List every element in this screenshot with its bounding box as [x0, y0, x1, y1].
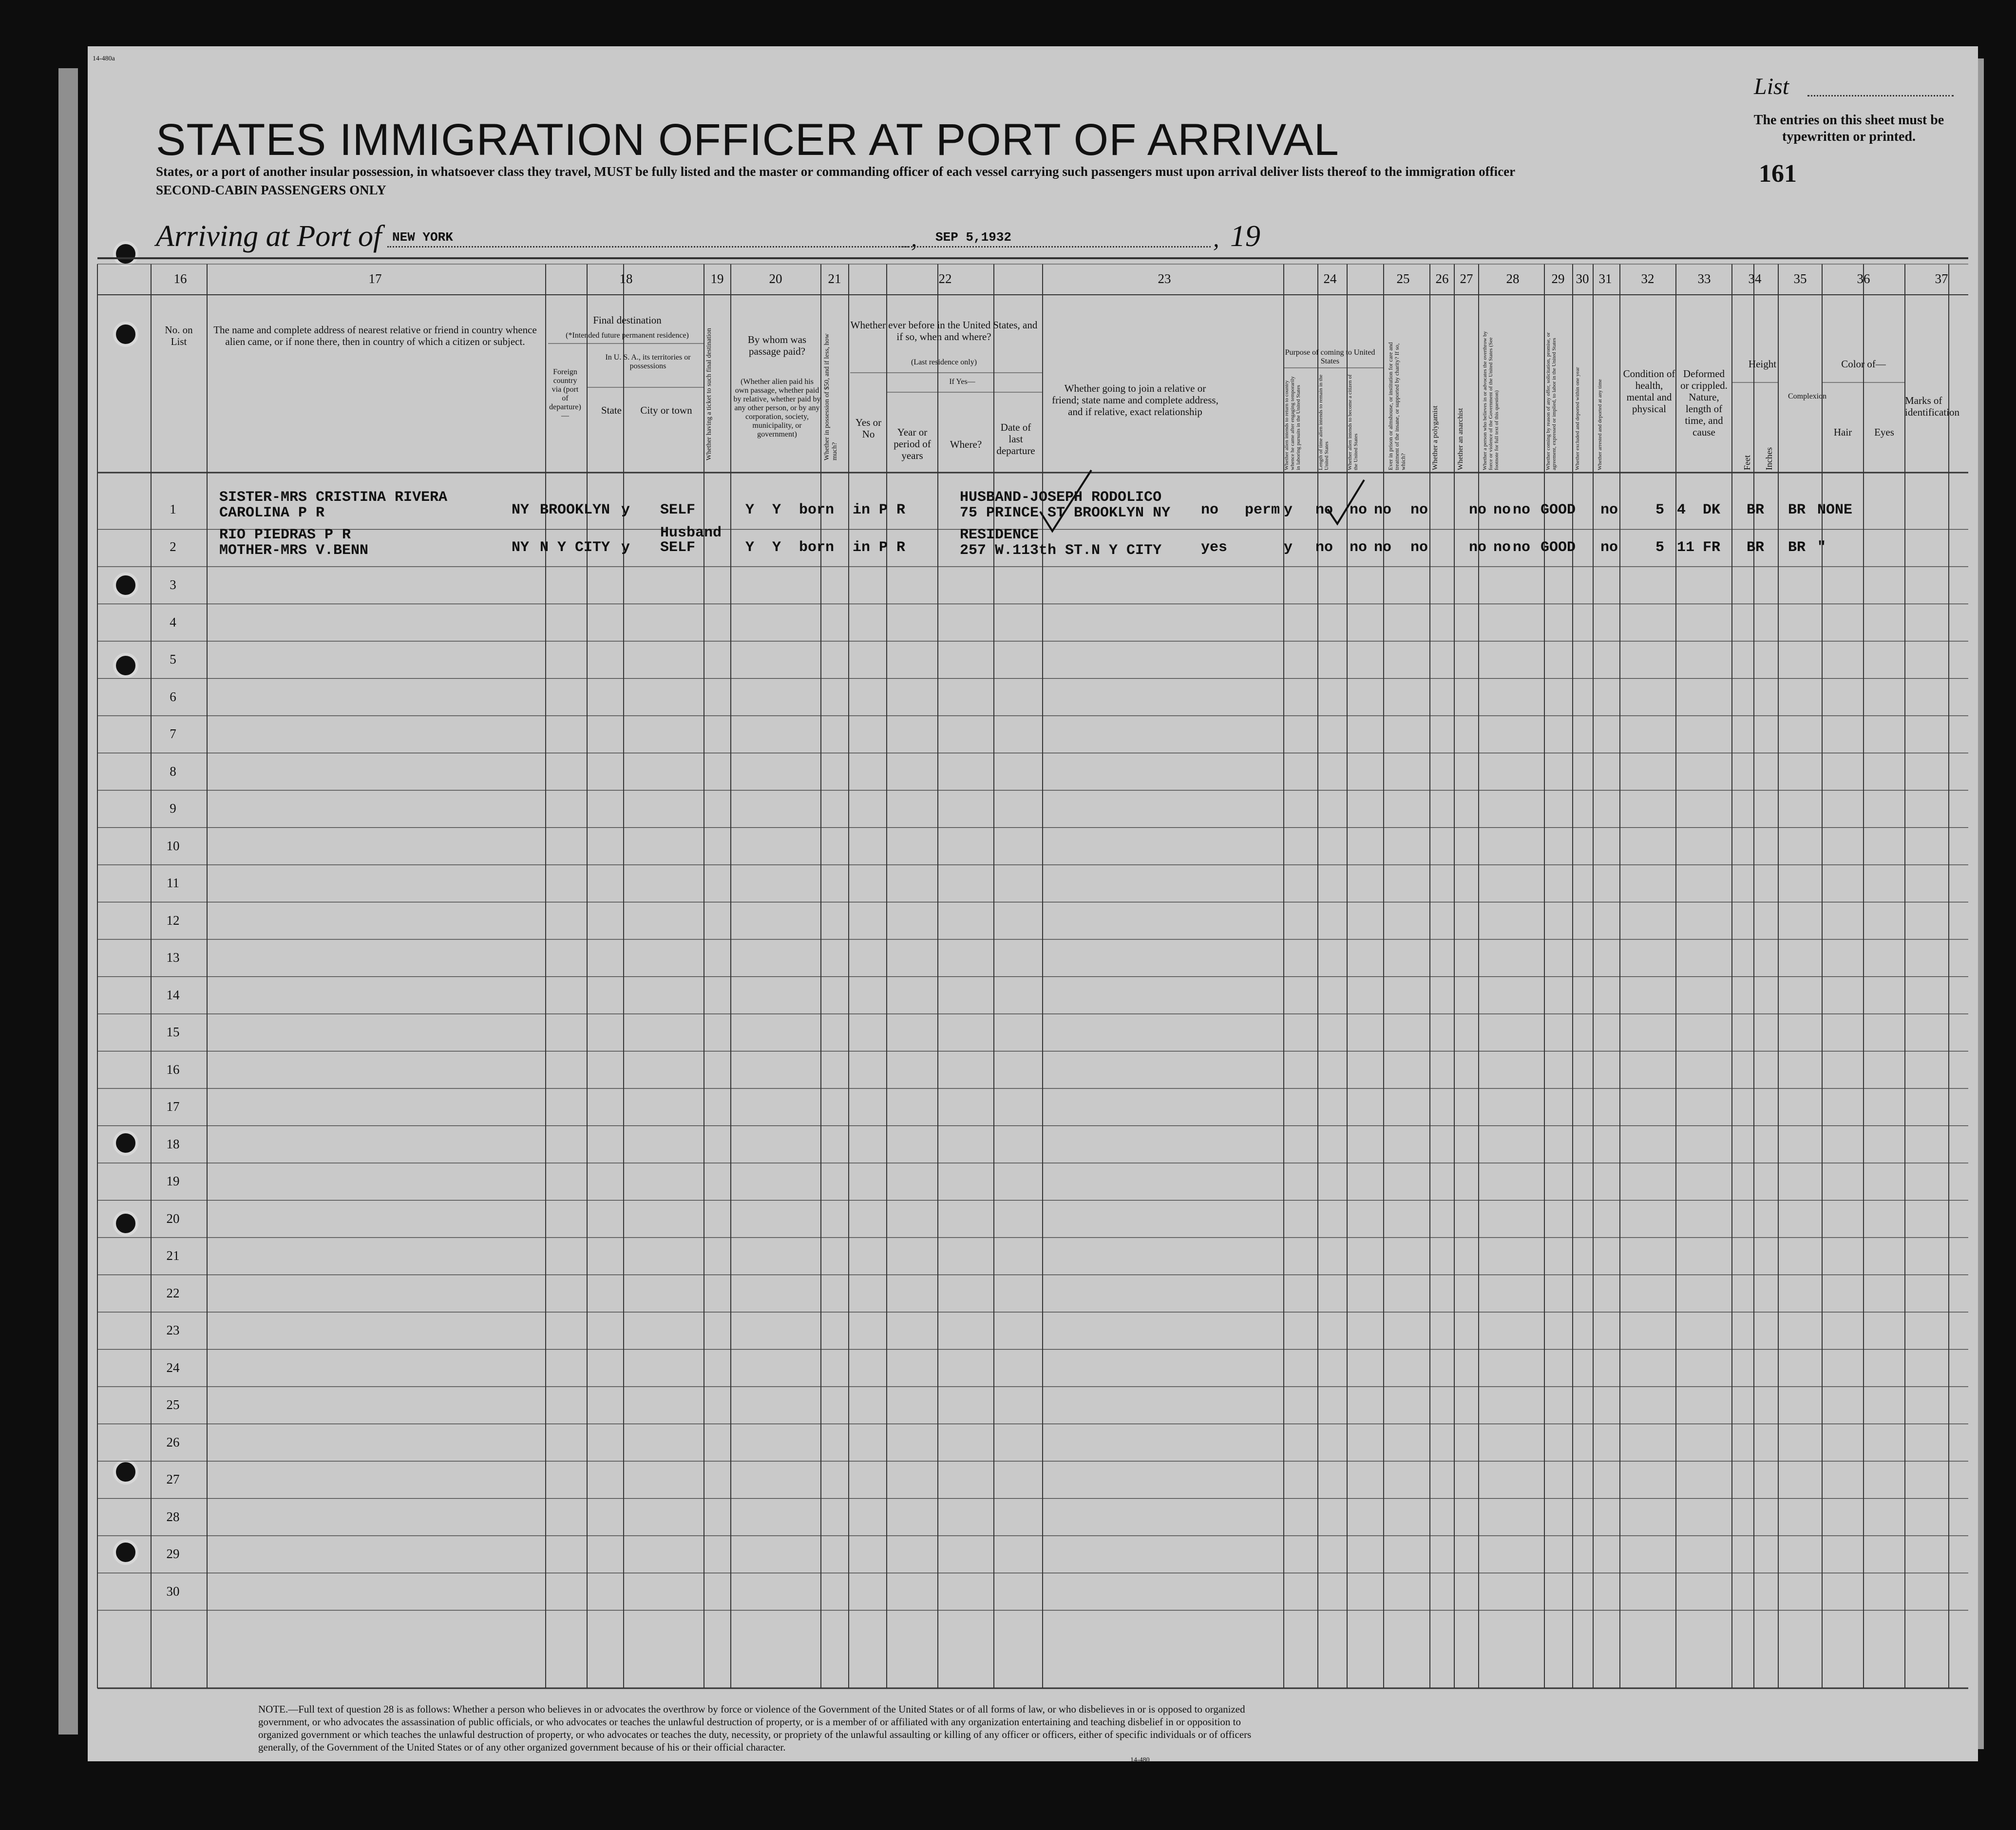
header-col25: Ever in prison or almshouse, or institution for care and treatment of the insane, or supported by charity? If so, which?: [1387, 342, 1407, 470]
header-date-last: Date of last departure: [996, 421, 1035, 457]
row-1-state: NY: [512, 502, 530, 518]
port-value: NEW YORK: [392, 230, 453, 245]
header-in-usa: In U. S. A., its territories or possessions: [605, 353, 691, 370]
column-number: 30: [1576, 271, 1589, 286]
row-1-eyes: BR: [1788, 502, 1806, 518]
year-prefix: 19: [1230, 220, 1260, 253]
column-number: 21: [828, 271, 841, 286]
row-number: 26: [166, 1434, 180, 1449]
header-no-on-list: No. on List: [165, 324, 193, 347]
row-1-c26: no: [1350, 502, 1368, 518]
form-grid: [88, 46, 1978, 1761]
row-2-c26: no: [1350, 539, 1368, 556]
typewritten-instruction: The entries on this sheet must be typewritten or printed.: [1753, 113, 1944, 144]
row-2-hair: BR: [1747, 539, 1765, 556]
row-1-city: BROOKLYN: [540, 502, 610, 518]
row-number: 17: [166, 1099, 180, 1114]
row-number: 9: [170, 801, 176, 816]
row-number: 28: [166, 1509, 180, 1524]
header-purpose-return: Whether alien intends to return to country whence he came after engaging temporarily in laboring pursuits in the United States: [1284, 376, 1301, 470]
header-col30: Whether excluded and deported within one year: [1575, 367, 1580, 470]
header-height: Height: [1748, 358, 1777, 370]
header-if-yes: If Yes—: [949, 378, 975, 386]
row-2-ticket: y: [621, 539, 630, 556]
column-number: 31: [1598, 271, 1612, 286]
header-final-destination-note: (*Intended future permanent residence): [566, 331, 689, 340]
column-number: 20: [769, 271, 782, 286]
cabin-class-label: SECOND-CABIN PASSENGERS ONLY: [156, 183, 386, 197]
header-state: State: [601, 404, 622, 416]
row-number: 30: [166, 1583, 180, 1599]
form-title: STATES IMMIGRATION OFFICER AT PORT OF ARRIVAL: [156, 115, 1339, 165]
row-number: 22: [166, 1285, 180, 1300]
row-number: 5: [170, 652, 176, 667]
row-number: 24: [166, 1360, 180, 1375]
column-number: 19: [710, 271, 724, 286]
page-stack-edge-left: [58, 68, 78, 1735]
row-number: 15: [166, 1025, 180, 1039]
header-purpose: Purpose of coming to United States: [1285, 348, 1375, 365]
header-relative-address: The name and complete address of nearest relative or friend in country whence alien came, or if none there, then in country of which a citizen or subject.: [213, 324, 537, 347]
header-purpose-length: Length of time alien intends to remain in the United States: [1318, 374, 1330, 470]
list-label: List: [1754, 74, 1789, 99]
year-comma: ,: [1213, 225, 1219, 252]
header-ticket: Whether having a ticket to such final destination: [705, 328, 713, 460]
row-1-c29: no: [1469, 502, 1487, 518]
row-2-purpose-return: yes: [1201, 539, 1228, 556]
row-1-purpose-citizen: y: [1284, 502, 1293, 518]
header-by-whom-note: (Whether alien paid his own passage, whether paid by relative, whether paid by any other person, or by any corporation, society, municipality, or government): [733, 378, 821, 438]
row-1-complexion: DK: [1703, 502, 1721, 518]
arriving-label: Arriving at Port of: [156, 220, 382, 253]
header-joining: Whether going to join a relative or friend; state name and complete address, and if relative, exact relationship: [1052, 382, 1218, 418]
header-col31: Whether arrested and deported at any time: [1597, 379, 1603, 470]
row-1-paid-by: SELF: [660, 502, 696, 518]
date-comma: ,: [911, 225, 917, 252]
footer-form-code: 14-480: [1130, 1756, 1150, 1761]
row-2-deformed: no: [1600, 539, 1618, 556]
header-feet: Feet: [1742, 455, 1752, 470]
form-code: 14-480a: [93, 55, 115, 62]
row-number: 29: [166, 1546, 180, 1561]
row-1-c28: no: [1410, 502, 1428, 518]
header-possession-50: Whether in possession of $50, and if less, how much?: [823, 333, 838, 460]
row-2-paid-by: SELF: [660, 539, 696, 556]
row-2-period: born: [799, 539, 835, 556]
date-value: SEP 5,1932: [935, 230, 1012, 245]
row-1-hair: BR: [1747, 502, 1765, 518]
row-1-feet: 5: [1655, 502, 1665, 518]
row-number: 4: [170, 614, 176, 629]
row-number: 7: [170, 726, 176, 741]
row-number: 13: [166, 950, 180, 965]
header-city: City or town: [640, 404, 692, 416]
row-2-ever-before: Y: [772, 539, 781, 556]
footnote-question-28: NOTE.—Full text of question 28 is as follows: Whether a person who believes in or advocates the overthrow by force or violence of the Government of the United States or of all forms of law, or who disbelieves in or is opposed to organized government, or who advocates the assassination of public officials, or who advocates or teaches the unlawful destruction of property, or is a member of or affiliated with any organization entertaining and teaching disbelief in or opposition to organized government or which teaches the unlawful destruction of property, or who advocates or teaches the duty, necessity, or propriety of the unlawful assaulting or killing of any officer or officers, either of specific individuals or of officers generally, of the Government of the United States or of any other organized government because of his or their official character.: [258, 1703, 1252, 1753]
row-1-c25: no: [1315, 502, 1333, 518]
row-1-purpose-return: no: [1201, 502, 1219, 518]
row-2-state: NY: [512, 539, 530, 556]
row-number: 16: [166, 1062, 180, 1077]
sheet-number: 161: [1759, 160, 1797, 188]
row-2-city: N Y CITY: [540, 539, 610, 556]
row-2-c29: no: [1469, 539, 1487, 556]
row-number: 25: [166, 1397, 180, 1412]
header-where: Where?: [950, 438, 982, 450]
column-number: 34: [1748, 271, 1762, 286]
column-number: 35: [1793, 271, 1807, 286]
row-1-marks: NONE: [1817, 502, 1853, 518]
row-2-health: GOOD: [1541, 539, 1576, 556]
header-color-of: Color of—: [1841, 358, 1886, 370]
header-final-destination: Final destination: [593, 314, 662, 326]
column-number: 25: [1396, 271, 1410, 286]
header-year-period: Year or period of years: [894, 426, 931, 461]
header-marks: Marks of identification: [1905, 395, 1959, 418]
row-2-join-2: 257 W.113th ST.N Y CITY: [960, 542, 1162, 559]
header-col29: Whether coming by reason of any offer, solicitation, promise, or agreement, expressed or implied, to labor in the United States: [1545, 332, 1557, 470]
row-1-deformed: no: [1600, 502, 1618, 518]
row-number: 27: [166, 1472, 180, 1487]
row-2-inches: 11: [1677, 539, 1695, 556]
column-number: 37: [1935, 271, 1948, 286]
row-1-inches: 4: [1677, 502, 1686, 518]
row-1-relative-1: SISTER-MRS CRISTINA RIVERA: [219, 489, 448, 506]
row-number: 19: [166, 1174, 180, 1188]
row-2-relative-1: RIO PIEDRAS P R: [219, 526, 351, 543]
header-col26: Whether a polygamist: [1431, 405, 1439, 470]
row-2-where: in P R: [853, 539, 906, 556]
row-1-health: GOOD: [1541, 502, 1576, 518]
row-number: 12: [166, 913, 180, 928]
header-deformed: Deformed or crippled. Nature, length of time, and cause: [1680, 368, 1728, 438]
column-number: 23: [1158, 271, 1171, 286]
check-mark: [1325, 475, 1369, 534]
row-number: 21: [166, 1248, 180, 1263]
column-number: 36: [1857, 271, 1870, 286]
row-2-complexion: FR: [1703, 539, 1721, 556]
row-1-period: born: [799, 502, 835, 518]
header-ever-before: Whether ever before in the United States, and if so, when and where?: [850, 319, 1038, 343]
header-foreign-country: Foreign country via (port of departure)—: [549, 368, 581, 420]
row-2-no: 2: [170, 539, 176, 554]
column-number: 33: [1697, 271, 1711, 286]
row-2-eyes: BR: [1788, 539, 1806, 556]
row-number: 8: [170, 763, 176, 779]
column-number: 22: [938, 271, 952, 286]
row-1-c31: no: [1513, 502, 1531, 518]
row-number: 23: [166, 1323, 180, 1337]
row-2-join-1: RESIDENCE: [960, 526, 1039, 543]
column-number: 29: [1551, 271, 1565, 286]
row-1-has-50: Y: [745, 502, 755, 518]
row-number: 6: [170, 689, 176, 704]
row-2-has-50: Y: [745, 539, 755, 556]
header-last-residence: (Last residence only): [911, 358, 977, 366]
row-2-marks: ": [1817, 539, 1826, 556]
row-2-c25: no: [1315, 539, 1333, 556]
header-hair: Hair: [1833, 426, 1852, 438]
row-2-paid-by-2: Husband: [660, 524, 722, 541]
check-mark: [1038, 465, 1096, 538]
header-complexion: Complexion: [1788, 392, 1827, 400]
row-1-purpose-length: perm: [1245, 502, 1280, 518]
row-1-no: 1: [170, 502, 176, 516]
header-by-whom: By whom was passage paid?: [747, 334, 807, 357]
header-col28: Whether a person who believes in or advocates the overthrow by force or violence of the Government of the United States (See footnote for full text of this question): [1482, 331, 1500, 470]
column-number: 16: [173, 271, 187, 286]
header-purpose-citizen: Whether alien intends to become a citizen of the United States: [1347, 374, 1359, 470]
column-number: 27: [1460, 271, 1473, 286]
column-number: 17: [368, 271, 382, 286]
column-number: 26: [1435, 271, 1449, 286]
header-col27: Whether an anarchist: [1457, 408, 1464, 470]
manifest-sheet: [88, 46, 1978, 1761]
row-2-c30: no: [1493, 539, 1511, 556]
header-eyes: Eyes: [1874, 426, 1894, 438]
row-number: 18: [166, 1136, 180, 1151]
row-number: 3: [170, 577, 176, 592]
column-number: 28: [1506, 271, 1520, 286]
header-condition: Condition of health, mental and physical: [1623, 368, 1675, 415]
row-number: 20: [166, 1211, 180, 1226]
row-1-relative-2: CAROLINA P R: [219, 505, 325, 521]
row-number: 14: [166, 987, 180, 1002]
row-1-c30: no: [1493, 502, 1511, 518]
header-yes-no: Yes or No: [855, 417, 882, 440]
row-1-join-1: HUSBAND-JOSEPH RODOLICO: [960, 489, 1162, 506]
intro-text: States, or a port of another insular possession, in whatsoever class they travel, MUST be fully listed and the master or commanding officer of each vessel carrying such passengers must upon arrival deliver lists thereof to the immigration officer: [156, 164, 1516, 179]
row-1-c27: no: [1374, 502, 1392, 518]
row-2-purpose-citizen: y: [1284, 539, 1293, 556]
column-number: 18: [619, 271, 633, 286]
column-number: 24: [1323, 271, 1337, 286]
row-2-c31: no: [1513, 539, 1531, 556]
row-1-where: in P R: [853, 502, 906, 518]
row-1-ticket: y: [621, 502, 630, 518]
row-1-join-2: 75 PRINCE ST BROOKLYN NY: [960, 505, 1171, 521]
header-inches: Inches: [1764, 447, 1774, 470]
row-2-relative-2: MOTHER-MRS V.BENN: [219, 542, 369, 559]
row-number: 11: [167, 876, 179, 890]
row-2-c27: no: [1374, 539, 1392, 556]
row-2-c28: no: [1410, 539, 1428, 556]
row-number: 10: [166, 838, 180, 853]
column-number: 32: [1641, 271, 1655, 286]
row-1-ever-before: Y: [772, 502, 781, 518]
row-2-feet: 5: [1655, 539, 1665, 556]
